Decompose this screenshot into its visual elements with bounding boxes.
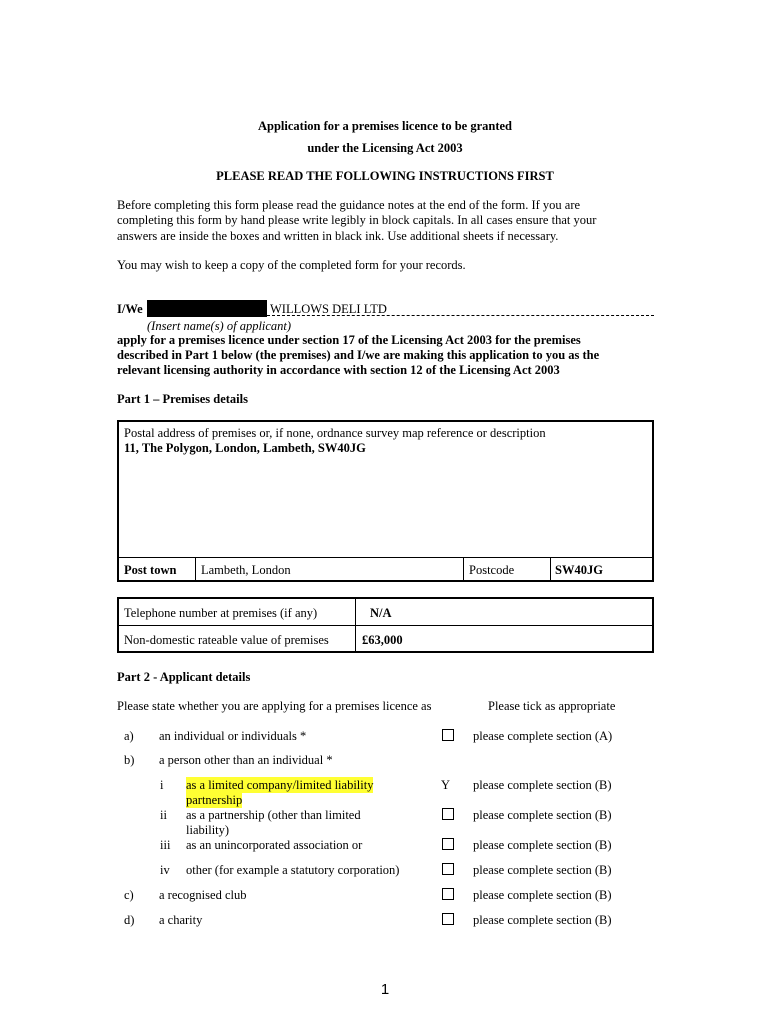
option-c-checkbox[interactable] <box>442 888 454 900</box>
option-biv-action: please complete section (B) <box>473 863 612 877</box>
option-c-marker: c) <box>124 888 134 902</box>
instructions-heading: PLEASE READ THE FOLLOWING INSTRUCTIONS FIRST <box>216 169 554 183</box>
postcode-value[interactable]: SW40JG <box>555 563 603 577</box>
option-biii-checkbox[interactable] <box>442 838 454 850</box>
post-town-label: Post town <box>124 563 177 577</box>
form-title: Application for a premises licence to be granted <box>257 119 513 133</box>
page-number: 1 <box>380 981 390 998</box>
option-a-marker: a) <box>124 729 134 743</box>
option-bii-label-line-2: liability) <box>186 823 230 837</box>
redacted-block <box>147 300 267 317</box>
option-a-checkbox[interactable] <box>442 729 454 741</box>
option-bi-label-line-1: as a limited company/limited liability <box>186 778 374 792</box>
rateable-label: Non-domestic rateable value of premises <box>124 633 329 647</box>
post-town-value[interactable]: Lambeth, London <box>201 563 291 577</box>
option-biv-marker: iv <box>160 863 170 877</box>
instructions-line-2: completing this form by hand please write legibly in block capitals. In all cases ensure that your <box>117 213 597 227</box>
option-bi-marker: i <box>160 778 164 792</box>
apply-text-line-3: relevant licensing authority in accordance with section 12 of the Licensing Act 2003 <box>117 363 560 377</box>
option-b-marker: b) <box>124 753 135 767</box>
option-d-checkbox[interactable] <box>442 913 454 925</box>
part2-heading: Part 2 - Applicant details <box>117 670 251 684</box>
form-subtitle: under the Licensing Act 2003 <box>307 141 463 155</box>
option-d-label: a charity <box>159 913 203 927</box>
part1-heading: Part 1 – Premises details <box>117 392 248 406</box>
applicant-type-question: Please state whether you are applying for a premises licence as <box>117 699 432 713</box>
option-biii-label: as an unincorporated association or <box>186 838 363 852</box>
option-bii-label-line-1: as a partnership (other than limited <box>186 808 361 822</box>
option-a-action: please complete section (A) <box>473 729 613 743</box>
option-bii-checkbox[interactable] <box>442 808 454 820</box>
option-biii-marker: iii <box>160 838 171 852</box>
apply-text-line-2: described in Part 1 below (the premises) and I/we are making this application to you as the <box>117 348 600 362</box>
option-a-label: an individual or individuals * <box>159 729 307 743</box>
option-d-marker: d) <box>124 913 135 927</box>
address-value[interactable]: 11, The Polygon, London, Lambeth, SW40JG <box>124 441 366 455</box>
option-bii-marker: ii <box>160 808 167 822</box>
option-d-action: please complete section (B) <box>473 913 612 927</box>
option-bi-tick[interactable]: Y <box>441 778 451 792</box>
keep-copy-note: You may wish to keep a copy of the completed form for your records. <box>117 258 466 272</box>
applicant-name[interactable]: WILLOWS DELI LTD <box>270 302 387 316</box>
option-biii-action: please complete section (B) <box>473 838 612 852</box>
option-c-action: please complete section (B) <box>473 888 612 902</box>
applicant-label: I/We <box>117 302 143 316</box>
postcode-label: Postcode <box>469 563 515 577</box>
option-biv-checkbox[interactable] <box>442 863 454 875</box>
option-c-label: a recognised club <box>159 888 247 902</box>
address-label: Postal address of premises or, if none, ordnance survey map reference or description <box>124 426 546 440</box>
rateable-value[interactable]: £63,000 <box>362 633 403 647</box>
option-bii-action: please complete section (B) <box>473 808 612 822</box>
instructions-line-1: Before completing this form please read the guidance notes at the end of the form. If you are <box>117 198 581 212</box>
telephone-value[interactable]: N/A <box>370 606 392 620</box>
telephone-label: Telephone number at premises (if any) <box>124 606 318 620</box>
option-b-label: a person other than an individual * <box>159 753 333 767</box>
tick-header: Please tick as appropriate <box>488 699 616 713</box>
option-bi-action: please complete section (B) <box>473 778 612 792</box>
applicant-hint: (Insert name(s) of applicant) <box>147 319 292 333</box>
option-biv-label: other (for example a statutory corporation) <box>186 863 400 877</box>
option-bi-label-line-2: partnership <box>186 793 243 807</box>
instructions-line-3: answers are inside the boxes and written in black ink. Use additional sheets if necessary. <box>117 229 559 243</box>
apply-text-line-1: apply for a premises licence under section 17 of the Licensing Act 2003 for the premises <box>117 333 581 347</box>
